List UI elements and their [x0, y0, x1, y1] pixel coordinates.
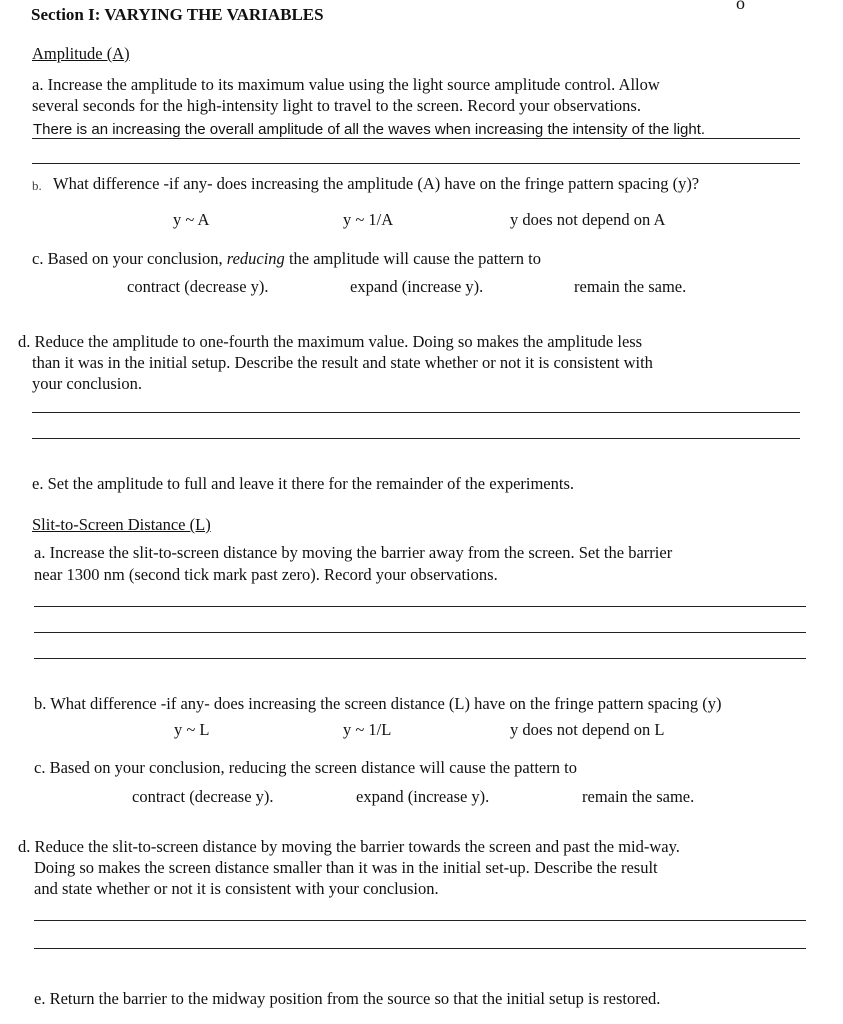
corner-mark: o — [736, 0, 745, 13]
answer-line[interactable] — [32, 412, 800, 413]
amplitude-e-text: e. Set the amplitude to full and leave it there for the remainder of the experiments. — [32, 474, 575, 493]
amplitude-b-question: What difference -if any- does increasing the amplitude (A) have on the fringe pattern spacing (y)? — [53, 174, 700, 193]
amplitude-c-option-1[interactable]: contract (decrease y). — [127, 277, 269, 296]
section-title: Section I: VARYING THE VARIABLES — [31, 5, 324, 24]
answer-line[interactable] — [34, 948, 806, 949]
answer-line[interactable] — [34, 658, 806, 659]
slit-d-line1: d. Reduce the slit-to-screen distance by moving the barrier towards the screen and past the mid-way. — [18, 837, 680, 856]
slit-e-text: e. Return the barrier to the midway position from the source so that the initial setup is restored. — [34, 989, 661, 1008]
amplitude-b-option-2[interactable]: y ~ 1/A — [343, 210, 394, 229]
slit-d-line3: and state whether or not it is consistent with your conclusion. — [34, 879, 439, 898]
amplitude-c-option-3[interactable]: remain the same. — [574, 277, 687, 296]
amplitude-d-line3: your conclusion. — [32, 374, 142, 393]
answer-line — [32, 138, 800, 139]
answer-line[interactable] — [34, 920, 806, 921]
amplitude-b-option-1[interactable]: y ~ A — [173, 210, 210, 229]
slit-a-line2: near 1300 nm (second tick mark past zero). Record your observations. — [34, 565, 498, 584]
amplitude-b-option-3[interactable]: y does not depend on A — [510, 210, 666, 229]
answer-line[interactable] — [34, 606, 806, 607]
amplitude-d-line2: than it was in the initial setup. Describe the result and state whether or not it is consistent with — [32, 353, 653, 372]
slit-d-line2: Doing so makes the screen distance smaller than it was in the initial set-up. Describe the result — [34, 858, 658, 877]
slit-c-option-1[interactable]: contract (decrease y). — [132, 787, 274, 806]
amplitude-heading: Amplitude (A) — [32, 44, 130, 63]
amplitude-d-line1: d. Reduce the amplitude to one-fourth the maximum value. Doing so makes the amplitude less — [18, 332, 643, 351]
answer-line[interactable] — [32, 163, 800, 164]
slit-b-option-1[interactable]: y ~ L — [174, 720, 210, 739]
slit-b-question: b. What difference -if any- does increasing the screen distance (L) have on the fringe pattern spacing (y) — [34, 694, 722, 713]
slit-b-option-2[interactable]: y ~ 1/L — [343, 720, 392, 739]
slit-b-option-3[interactable]: y does not depend on L — [510, 720, 665, 739]
amplitude-a-answer[interactable]: There is an increasing the overall amplitude of all the waves when increasing the intensity of the light. — [33, 121, 706, 138]
slit-c-question: c. Based on your conclusion, reducing the screen distance will cause the pattern to — [34, 758, 577, 777]
amplitude-a-line1: a. Increase the amplitude to its maximum value using the light source amplitude control. Allow — [32, 75, 660, 94]
amplitude-c-option-2[interactable]: expand (increase y). — [350, 277, 484, 296]
slit-heading: Slit-to-Screen Distance (L) — [32, 515, 211, 534]
amplitude-c-question: c. Based on your conclusion, reducing the amplitude will cause the pattern to — [32, 249, 541, 268]
amplitude-b-prefix: b. — [32, 178, 42, 193]
amplitude-a-line2: several seconds for the high-intensity light to travel to the screen. Record your observations. — [32, 96, 641, 115]
answer-line[interactable] — [32, 438, 800, 439]
slit-c-option-3[interactable]: remain the same. — [582, 787, 695, 806]
answer-line[interactable] — [34, 632, 806, 633]
slit-a-line1: a. Increase the slit-to-screen distance by moving the barrier away from the screen. Set the barrier — [34, 543, 673, 562]
slit-c-option-2[interactable]: expand (increase y). — [356, 787, 490, 806]
